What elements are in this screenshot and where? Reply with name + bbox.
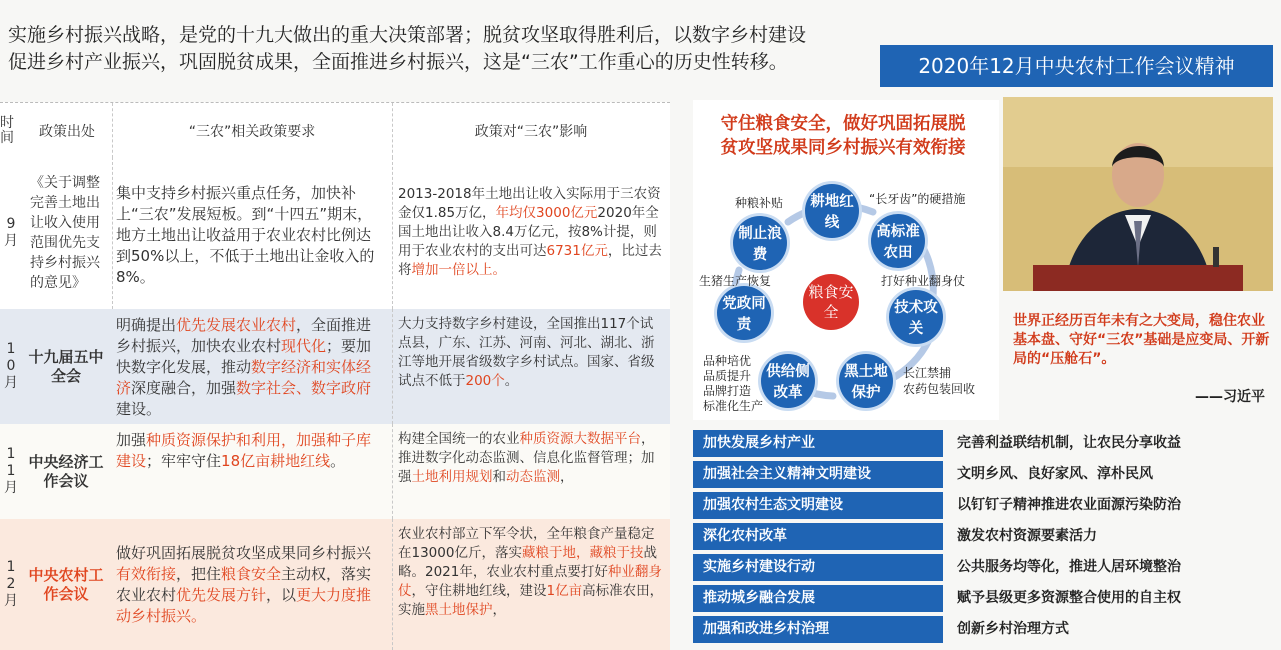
table-row — [0, 157, 670, 309]
highlighted-text: 更大力度推动乡村振兴。 — [116, 586, 372, 625]
time-char: 0 — [6, 358, 16, 374]
time-char: 月 — [4, 375, 18, 391]
node-stop-waste: 制止浪费 — [733, 216, 787, 270]
list-item — [693, 490, 1281, 521]
time-char: 1 — [6, 559, 16, 575]
header-effects: 政策对“三农”影响 — [474, 123, 588, 140]
body-text: 高标准农田，实施 — [398, 583, 664, 618]
body-text: 2013-2018年土地出让收入实际用于三农资金仅1.85万亿， — [398, 186, 661, 221]
body-text: ；要加快数字化发展，推动 — [116, 337, 372, 376]
body-text: 加强 — [116, 431, 147, 449]
requirement-cell — [112, 157, 388, 309]
divider — [392, 519, 393, 650]
effect-cell — [392, 519, 670, 650]
task-description: 文明乡风、良好家风、淳朴民风 — [957, 466, 1153, 482]
body-text: ，比过去将 — [398, 243, 662, 278]
table-row — [0, 519, 670, 650]
time-cell — [0, 519, 22, 650]
quote-text: 世界正经历百年未有之大变局，稳住农业基本盘、守好“三农”基础是应变局、开新局的“压舱石”。 — [1013, 313, 1270, 367]
list-item — [693, 552, 1281, 583]
node-black-soil: 黑土地保护 — [839, 354, 893, 408]
label-seed-industry: 打好种业翻身仗 — [881, 274, 966, 288]
task-label: 加强农村生态文明建设 — [693, 492, 943, 519]
label-yangtze-ban: 长江禁捕 — [903, 366, 952, 380]
divider — [392, 309, 393, 424]
time-char: 月 — [4, 593, 18, 609]
task-label: 实施乡村建设行动 — [693, 554, 943, 581]
label-grain-subsidy: 种粮补贴 — [735, 196, 784, 210]
policy-cell — [22, 424, 110, 519]
divider — [112, 103, 113, 158]
highlighted-text: 数字经济和实体经济 — [116, 358, 372, 397]
highlighted-text: 种质资源大数据平台 — [519, 431, 641, 447]
task-label: 加快发展乡村产业 — [693, 430, 943, 457]
divider — [392, 424, 393, 519]
header-policy: 政策出处 — [39, 123, 95, 140]
policy-name: 中央农村工作会议 — [28, 565, 104, 603]
node-technology: 技术攻关 — [889, 290, 943, 344]
task-description: 赋予县级更多资源整合使用的自主权 — [957, 590, 1181, 606]
requirement-cell — [112, 519, 388, 650]
body-text: ， — [560, 469, 574, 485]
highlighted-text: 6731亿元 — [546, 243, 608, 259]
body-text: 构建全国统一的农业 — [398, 431, 520, 447]
effect-cell — [392, 157, 670, 309]
header-time: 时间 — [0, 114, 14, 146]
highlighted-text: 18亿亩耕地红线 — [221, 452, 331, 470]
diagram-title-line-2: 贫攻坚成果同乡村振兴有效衔接 — [720, 138, 966, 158]
table-row — [0, 309, 670, 424]
time-char: 2 — [6, 576, 16, 592]
node-farmland-redline: 耕地红线 — [805, 184, 859, 238]
body-text: 战略。 — [398, 545, 657, 580]
policy-cell — [22, 309, 110, 424]
divider — [392, 157, 393, 309]
time-char: 1 — [6, 446, 16, 462]
time-char: 月 — [4, 480, 18, 496]
label-standardization: 标准化生产 — [703, 399, 764, 413]
time-char: 月 — [4, 233, 18, 249]
requirement-cell — [112, 309, 388, 424]
highlighted-text: 种业翻身仗 — [398, 564, 662, 599]
label-pig-production: 生猪生产恢复 — [699, 274, 772, 288]
body-text: 2021年，农业农村重点要打好 — [425, 564, 608, 580]
divider — [112, 157, 113, 309]
policy-name: 《关于调整完善土地出让收入使用范围优先支持乡村振兴的意见》 — [30, 175, 100, 291]
task-label: 深化农村改革 — [693, 523, 943, 550]
task-label: 加强社会主义精神文明建设 — [693, 461, 943, 488]
highlighted-text: 种质资源保护和利用，加强种子库建设 — [116, 431, 372, 470]
highlighted-text: 200个 — [465, 373, 505, 389]
highlighted-text: 动态监测 — [506, 469, 560, 485]
policy-table — [0, 96, 670, 650]
label-brand: 品牌打造 — [703, 384, 752, 398]
body-text: 集中支持乡村振兴重点任务，加快补上“三农”发展短板。到“十四五”期末，地方土地出让收益用于农业农村比例达到50%以上，不低于土地出让金收入的8%。 — [116, 184, 375, 286]
label-pesticide-recycling: 农药包装回收 — [903, 382, 976, 396]
list-item — [693, 614, 1281, 645]
speaker-photo — [1003, 97, 1273, 291]
highlighted-text: 藏粮于地，藏粮于技 — [521, 545, 644, 561]
body-text: ，守住耕地红线，建设 — [411, 583, 547, 599]
intro-line-2: 促进乡村产业振兴，巩固脱贫成果，全面推进乡村振兴，这是“三农”工作重心的历史性转移。 — [8, 51, 788, 73]
body-text: ，推进数字化动态监测、信息化监督管理；加强 — [398, 431, 655, 485]
banner-title: 2020年12月中央农村工作会议精神 — [880, 45, 1273, 87]
intro-paragraph — [8, 22, 878, 76]
table-row — [0, 424, 670, 519]
body-text: 2020年全国土地出让收入8.4万亿元，按8%计提，则用于农业农村的支出可达 — [398, 205, 659, 259]
node-party-responsibility: 党政同责 — [717, 286, 771, 340]
highlighted-text: 有效衔接 — [116, 565, 177, 583]
highlighted-text: 年均仅3000亿元 — [495, 205, 598, 221]
label-hard-measures: “长牙齿”的硬措施 — [869, 192, 966, 206]
time-cell — [0, 424, 22, 519]
list-item — [693, 521, 1281, 552]
node-high-standard-farmland: 高标准农田 — [871, 214, 925, 268]
highlighted-text: 优先发展方针 — [176, 586, 267, 604]
list-item — [693, 428, 1281, 459]
body-text: 。 — [330, 452, 346, 470]
diagram-title-line-1: 守住粮食安全，做好巩固拓展脱 — [720, 114, 966, 134]
list-item — [693, 583, 1281, 614]
policy-cell — [22, 157, 110, 309]
divider — [392, 103, 393, 158]
task-description: 创新乡村治理方式 — [957, 621, 1069, 637]
task-label: 加强和改进乡村治理 — [693, 616, 943, 643]
body-text: ，全面推进乡村振兴，加快农业农村 — [116, 316, 372, 355]
highlighted-text: 数字社会、数字政府 — [236, 379, 372, 397]
body-text: 大力支持数字乡村建设，全国推出117个试点县，广东、江苏、河南、河北、湖北、浙江等地开展省级数字乡村试点。国家、省级试点不低于 — [398, 316, 655, 389]
body-text: 建设。 — [116, 400, 162, 418]
table-header — [0, 102, 670, 158]
node-supply-reform: 供给侧改革 — [761, 354, 815, 408]
speaker-photo-illustration — [1003, 97, 1273, 291]
time-char: 1 — [6, 463, 16, 479]
task-description: 激发农村资源要素活力 — [957, 528, 1097, 544]
body-text: 主动权，落实农业农村 — [116, 565, 372, 604]
task-label: 推动城乡融合发展 — [693, 585, 943, 612]
header-requirements: “三农”相关政策要求 — [188, 123, 316, 140]
body-text: ；牢牢守住 — [146, 452, 222, 470]
task-list — [693, 428, 1281, 645]
time-cell — [0, 157, 22, 309]
body-text: 做好巩固拓展脱贫攻坚成果同乡村振兴 — [116, 544, 372, 562]
body-text: ，把住 — [176, 565, 222, 583]
label-variety: 品种培优 — [703, 354, 752, 368]
effect-cell — [392, 424, 670, 519]
time-char: 1 — [6, 341, 16, 357]
policy-cell — [22, 519, 110, 650]
requirement-cell — [112, 424, 388, 519]
task-description: 公共服务均等化，推进人居环境整治 — [957, 559, 1181, 575]
task-description: 以钉钉子精神推进农业面源污染防治 — [957, 497, 1181, 513]
body-text: 深度融合，加强 — [131, 379, 237, 397]
quote-box — [1003, 300, 1275, 418]
time-cell — [0, 309, 22, 424]
highlighted-text: 现代化 — [281, 337, 327, 355]
highlighted-text: 1亿亩 — [546, 583, 583, 599]
highlighted-text: 土地利用规划 — [411, 469, 493, 485]
center-node: 粮食安全 — [803, 274, 859, 330]
food-security-diagram — [693, 100, 999, 420]
highlighted-text: 粮食安全 — [221, 565, 282, 583]
body-text: 明确提出 — [116, 316, 177, 334]
list-item — [693, 459, 1281, 490]
highlighted-text: 黑土地保护 — [425, 602, 493, 618]
quote-signature: ——习近平 — [1195, 389, 1265, 405]
body-text: 。 — [504, 373, 519, 389]
highlighted-text: 优先发展农业农村 — [176, 316, 297, 334]
task-description: 完善利益联结机制，让农民分享收益 — [957, 435, 1181, 451]
body-text: 农业农村部立下军令状，全年粮食产量稳定在13000亿斤，落实 — [398, 526, 655, 561]
highlighted-text: 增加一倍以上。 — [411, 262, 506, 278]
policy-name: 十九届五中全会 — [28, 347, 104, 385]
time-char: 9 — [6, 216, 16, 232]
label-quality: 品质提升 — [703, 369, 752, 383]
policy-name: 中央经济工作会议 — [28, 452, 104, 490]
body-text: ， — [492, 602, 506, 618]
body-text: 和 — [492, 469, 506, 485]
effect-cell — [392, 309, 670, 424]
body-text: ，以 — [266, 586, 297, 604]
intro-line-1: 实施乡村振兴战略，是党的十九大做出的重大决策部署；脱贫攻坚取得胜利后，以数字乡村建设 — [8, 24, 807, 46]
